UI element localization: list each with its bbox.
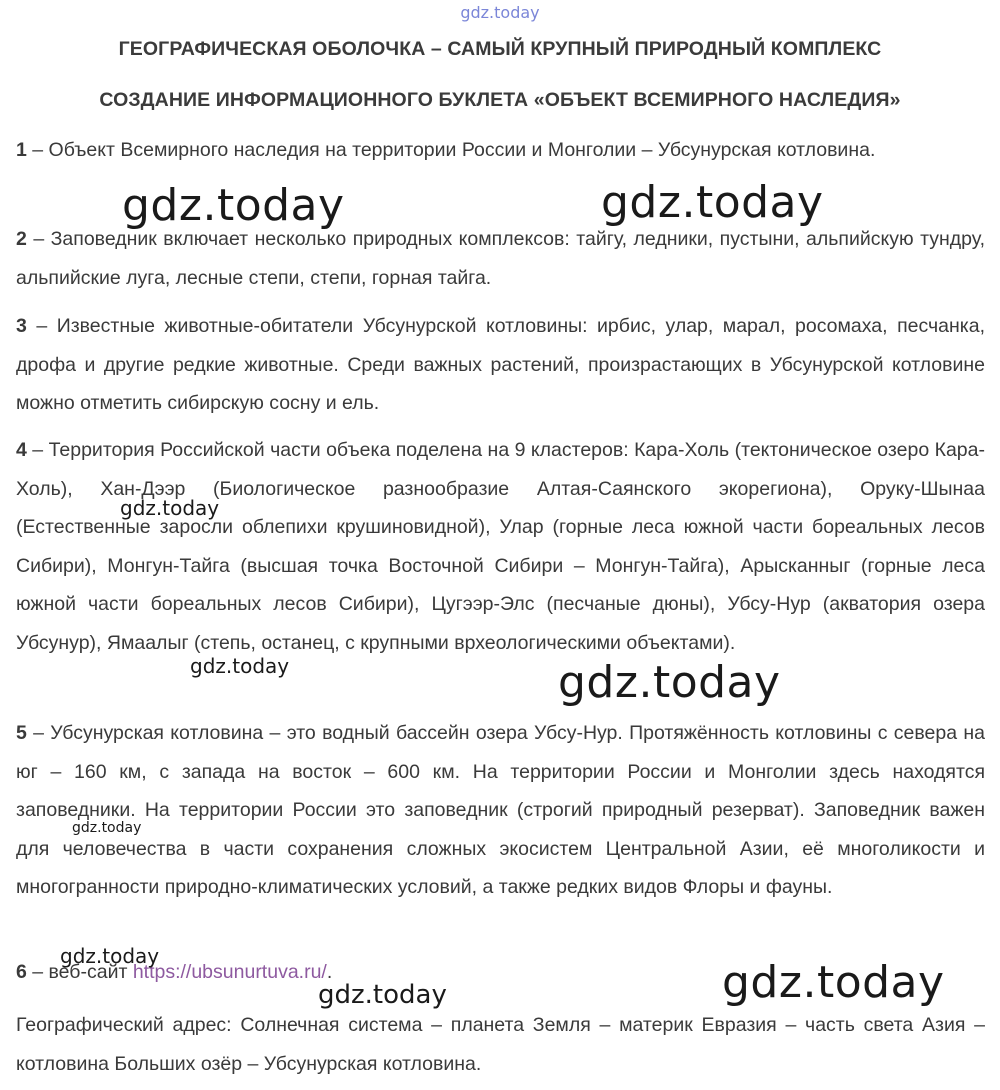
- paragraph-3: [16, 307, 985, 423]
- paragraph-text: – Известные животные-обитатели Убсунурской котловины: ирбис, улар, марал, росомаха, песчанка, дрофа и другие редкие животные. Среди важных растений, произрастающих в Убсунурской котловине можно отметить сибирскую сосну и ель.: [16, 315, 985, 414]
- paragraph-2: [16, 220, 985, 297]
- paragraph-number: 3: [16, 315, 27, 337]
- watermark: gdz.today: [318, 980, 447, 1010]
- paragraph-number: 5: [16, 722, 27, 744]
- top-watermark: gdz.today: [460, 3, 540, 22]
- paragraph-5: [16, 714, 985, 907]
- paragraph-address: [16, 1006, 985, 1083]
- paragraph-1: [16, 131, 985, 170]
- paragraph-number: 6: [16, 961, 27, 983]
- watermark: gdz.today: [601, 177, 824, 228]
- watermark: gdz.today: [722, 957, 945, 1008]
- paragraph-text: – Объект Всемирного наследия на территории России и Монголии – Убсунурская котловина.: [26, 139, 876, 161]
- watermark: gdz.today: [122, 180, 345, 231]
- watermark: gdz.today: [190, 654, 290, 678]
- website-link[interactable]: https://ubsunurtuva.ru/: [132, 961, 327, 983]
- watermark: gdz.today: [72, 820, 142, 836]
- paragraph-4: [16, 431, 985, 662]
- paragraph-number: 4: [16, 439, 27, 461]
- paragraph-text-end: .: [326, 961, 333, 983]
- watermark: gdz.today: [120, 496, 220, 520]
- page-subtitle: СОЗДАНИЕ ИНФОРМАЦИОННОГО БУКЛЕТА «ОБЪЕКТ ВСЕМИРНОГО НАСЛЕДИЯ»: [99, 89, 901, 111]
- paragraph-6: [16, 953, 616, 992]
- watermark: gdz.today: [558, 657, 781, 708]
- watermark: gdz.today: [60, 944, 160, 968]
- paragraph-text: – Заповедник включает несколько природных комплексов: тайгу, ледники, пустыни, альпийскую тундру, альпийские луга, лесные степи, степи, горная тайга.: [16, 228, 985, 289]
- paragraph-text: – Территория Российской части объека поделена на 9 кластеров: Кара-Холь (тектоническое озеро Кара-Холь), Хан-Дээр (Биологическое разнообразие Алтая-Саянского экорегиона), Оруку-Шынаа (Естественные заросли облепихи крушиновидной), Улар (горные леса южной части бореальных лесов Сибири), Монгун-Тайга (высшая точка Восточной Сибири – Монгун-Тайга), Арысканныг (горные леса южной части бореальных лесов Сибири), Цугээр-Элс (песчаные дюны), Убсу-Нур (акватория озера Убсунур), Ямаалыг (степь, останец, с крупными врхеологическими объектами).: [16, 439, 985, 654]
- paragraph-text: – веб-сайт: [26, 961, 133, 983]
- paragraph-text: Географический адрес: Солнечная система – планета Земля – материк Евразия – часть света Азия – котловина Больших озёр – Убсунурская котловина.: [16, 1014, 985, 1075]
- paragraph-number: 2: [16, 228, 27, 250]
- paragraph-number: 1: [16, 139, 27, 161]
- page-title: ГЕОГРАФИЧЕСКАЯ ОБОЛОЧКА – САМЫЙ КРУПНЫЙ ПРИРОДНЫЙ КОМПЛЕКС: [118, 38, 882, 60]
- paragraph-text: – Убсунурская котловина – это водный бассейн озера Убсу-Нур. Протяжённость котловины с севера на юг – 160 км, с запада на восток – 600 км. На территории России и Монголии здесь находятся заповедники. На территории России это заповедник (строгий природный резерват). Заповедник важен для человечества в части сохранения сложных экосистем Центральной Азии, её многоликости и многогранности природно-климатических условий, а также редких видов Флоры и фауны.: [16, 722, 985, 898]
